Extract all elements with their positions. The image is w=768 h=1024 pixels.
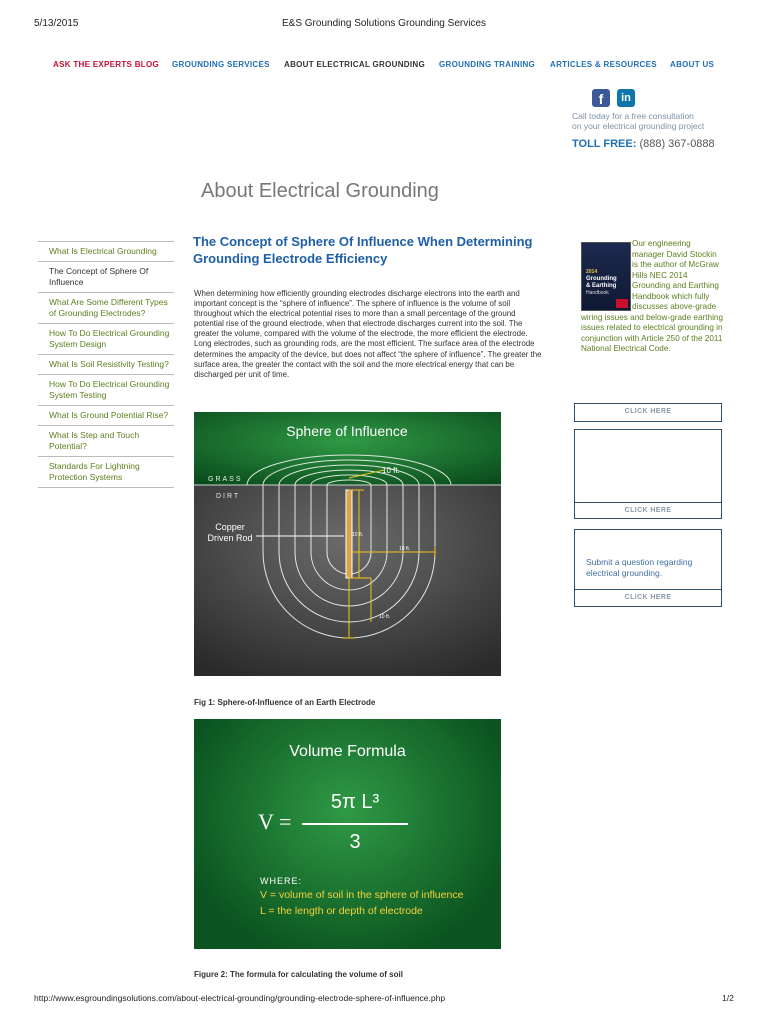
sidebar-item-lightning-protection[interactable]: Standards For Lightning Protection Systems [38, 456, 174, 488]
toll-free-line [572, 138, 715, 150]
toll-free-label: TOLL FREE: [572, 138, 637, 150]
formula-where: WHERE: [260, 876, 302, 886]
nav-ask-the-experts-blog[interactable]: ASK THE EXPERTS BLOG [53, 60, 160, 69]
dimension-top: 10 ft. [382, 466, 400, 475]
sidebar-item-grounding-system-design[interactable]: How To Do Electrical Grounding System Design [38, 323, 174, 354]
consultation-text-line2: on your electrical grounding project [572, 121, 705, 131]
nav-grounding-services[interactable]: GROUNDING SERVICES [172, 60, 270, 69]
sidebar-item-what-is-electrical-grounding[interactable]: What Is Electrical Grounding [38, 241, 174, 261]
figure-1-caption: Fig 1: Sphere-of-Influence of an Earth Electrode [194, 698, 376, 707]
sphere-of-influence-diagram [194, 412, 501, 676]
figure-sphere-of-influence [194, 412, 501, 676]
toll-free-number[interactable]: (888) 367-0888 [639, 138, 715, 150]
promo-box [574, 429, 722, 519]
sidebar-item-grounding-electrode-types[interactable]: What Are Some Different Types of Grounding Electrodes? [38, 292, 174, 323]
figure-2-caption: Figure 2: The formula for calculating the volume of soil [194, 970, 403, 979]
click-here-button-1[interactable]: CLICK HERE [624, 408, 672, 415]
linkedin-icon[interactable]: in [617, 89, 635, 107]
dirt-label: DIRT [216, 493, 241, 500]
click-here-button-2[interactable]: CLICK HERE [624, 507, 672, 514]
consultation-text-line1: Call today for a free consultation [572, 111, 694, 121]
nav-articles-resources[interactable]: ARTICLES & RESOURCES [550, 60, 657, 69]
rod-label-line2: Driven Rod [207, 533, 253, 543]
sidebar-item-sphere-of-influence[interactable]: The Concept of Sphere Of Influence [38, 261, 174, 292]
click-here-button-3[interactable]: CLICK HERE [624, 594, 672, 601]
sidebar-item-grounding-system-testing[interactable]: How To Do Electrical Grounding System Testing [38, 374, 174, 405]
handbook-cover-year: 2014 [586, 269, 598, 275]
handbook-cover-grounding: Grounding [586, 276, 617, 282]
sidebar-nav [38, 241, 174, 488]
dimension-rod: 10 ft. [352, 532, 364, 538]
nav-about-electrical-grounding[interactable]: ABOUT ELECTRICAL GROUNDING [284, 60, 425, 69]
handbook-cover-earthing: & Earthing [586, 283, 617, 289]
article-heading: The Concept of Sphere Of Influence When Determining Grounding Electrode Efficiency [193, 234, 533, 266]
figure-volume-formula [194, 719, 501, 949]
sidebar-item-ground-potential-rise[interactable]: What Is Ground Potential Rise? [38, 405, 174, 425]
handbook-description [581, 239, 723, 355]
grass-label: GRASS [208, 476, 243, 483]
figure-1-title: Sphere of Influence [286, 423, 408, 439]
formula-def-l: L = the length or depth of electrode [260, 905, 423, 917]
handbook-cover-handbook: Handbook [586, 290, 609, 296]
nav-grounding-training[interactable]: GROUNDING TRAINING [439, 60, 536, 69]
promo-box-divider [575, 502, 721, 503]
formula-lhs: V = [258, 809, 292, 834]
dimension-bottom: 10 ft. [379, 614, 391, 620]
facebook-icon[interactable]: f [592, 89, 610, 107]
figure-2-title: Volume Formula [289, 743, 406, 760]
question-text: Submit a question regarding electrical grounding. [586, 557, 693, 578]
nav-about-us[interactable]: ABOUT US [670, 60, 715, 69]
formula-def-v: V = volume of soil in the sphere of influence [260, 889, 464, 901]
print-title: E&S Grounding Solutions Grounding Services [281, 18, 486, 29]
rod-label-line1: Copper [215, 522, 245, 532]
formula-denominator: 3 [349, 831, 361, 853]
formula-fraction-bar [302, 823, 408, 825]
print-date: 5/13/2015 [34, 18, 79, 29]
article-body: When determining how efficiently grounding electrodes discharge electrons into the earth and important concept is the “sphere of influence”. The sphere of influence is the volume of soil throughout which the electrical potential rises to more than a small percentage of the ground potential rise of the ground electrode, when that electrode discharges current into the soil. The greater the volume, compared with the volume of the electrode, the more efficient the electrode. Long electrodes, such as grounding rods, are the most efficient. The surface area of the electrode determines the ampacity of the device, but does not affect “the sphere of influence”. The greater the surface area, the greater the contact with the soil and the more electrical energy that can be discharged per unit of time. [194, 289, 542, 379]
page-title: About Electrical Grounding [201, 180, 439, 202]
sidebar-item-step-touch-potential[interactable]: What Is Step and Touch Potential? [38, 425, 174, 456]
formula-numerator: 5π L³ [330, 791, 380, 813]
handbook-float-spacer [581, 239, 632, 307]
footer-url: http://www.esgroundingsolutions.com/about-electrical-grounding/grounding-electrode-sphere-of-influence.php [34, 993, 446, 1003]
question-box-divider [575, 589, 721, 590]
dimension-side: 10 ft. [399, 546, 411, 552]
handbook-description-text: Our engineering manager David Stockin is the author of McGraw Hills NEC 2014 Grounding and Earthing Handbook which fully discusses above-grade wiring issues and below-grade earthing issues related to electrical grounding in conjunction with Article 250 of the 2011 National Electrical Code. [581, 239, 723, 353]
sidebar-item-soil-resistivity-testing[interactable]: What Is Soil Resistivity Testing? [38, 354, 174, 374]
footer-page-number: 1/2 [722, 993, 734, 1003]
